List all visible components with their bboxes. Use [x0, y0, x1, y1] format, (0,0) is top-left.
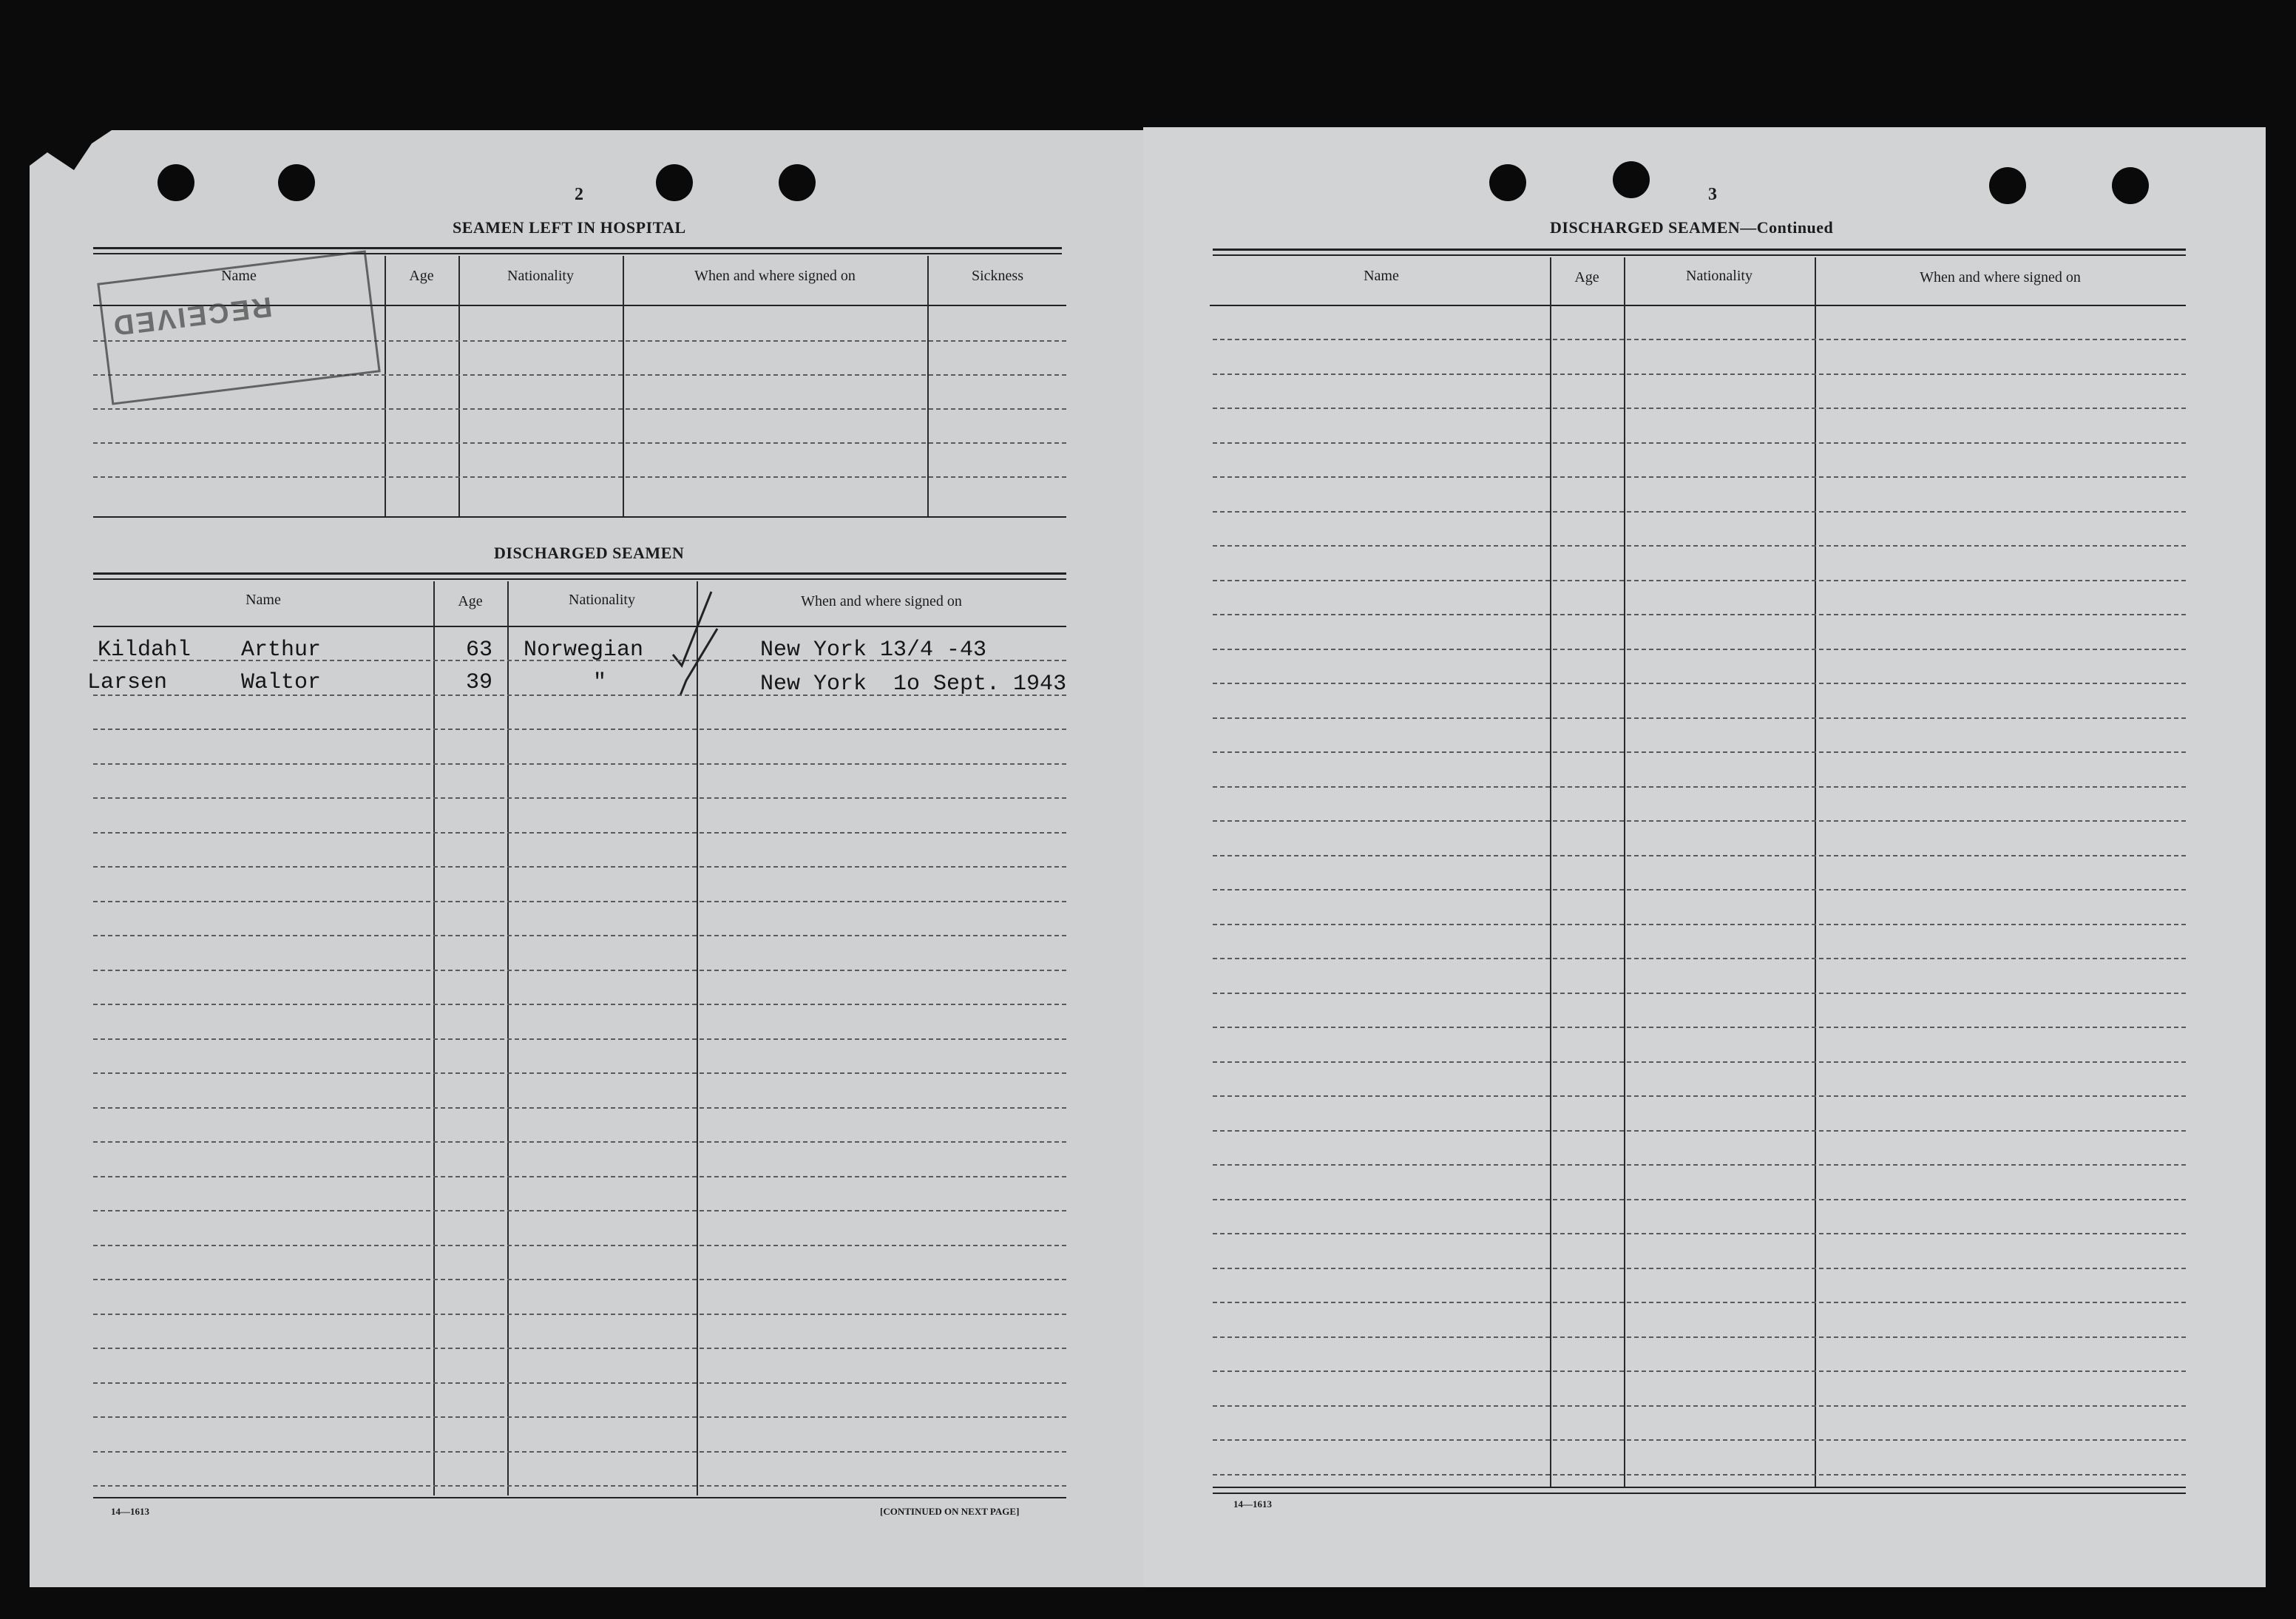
- hospital-col-age: Age: [409, 268, 434, 284]
- row2-surname: Larsen: [87, 670, 168, 695]
- row1-given-name: Arthur: [241, 638, 322, 663]
- table-row-line: [1213, 1164, 2186, 1166]
- punch-hole: [2112, 167, 2149, 204]
- table-row-line: [1213, 1302, 2186, 1303]
- table-row-line: [93, 1210, 1066, 1211]
- table-row-line: [1213, 958, 2186, 959]
- hospital-col-nationality: Nationality: [507, 268, 574, 284]
- right-col-nationality: Nationality: [1686, 268, 1753, 284]
- check-mark-icon: [666, 584, 732, 703]
- table-row-line: [1213, 649, 2186, 650]
- table-row-line: [1213, 1474, 2186, 1476]
- table-row-line: [1213, 855, 2186, 856]
- hospital-col-name: Name: [221, 268, 257, 284]
- table-row-line: [1213, 717, 2186, 719]
- page-number-right: 3: [1708, 185, 1717, 204]
- discharged-col-nationality: Nationality: [569, 592, 635, 608]
- table-row-line: [93, 1416, 1066, 1418]
- table-row-line: [1213, 751, 2186, 753]
- received-stamp-text: RECEIVED: [109, 290, 274, 342]
- punch-hole: [278, 164, 315, 201]
- right-bottom-rule-2: [1213, 1493, 2186, 1494]
- hospital-top-rule-2: [93, 253, 1062, 254]
- table-row-line: [1213, 683, 2186, 684]
- table-row-line: [1213, 820, 2186, 822]
- table-row-line: [93, 1451, 1066, 1453]
- discharged-bottom-rule: [93, 1497, 1066, 1498]
- continued-note: [CONTINUED ON NEXT PAGE]: [880, 1506, 1020, 1517]
- row1-age: 63: [466, 638, 493, 663]
- table-row-line: [93, 866, 1066, 868]
- hospital-row-line: [93, 408, 1066, 410]
- table-row-line: [1213, 476, 2186, 478]
- table-row-line: [93, 1107, 1066, 1109]
- table-row-line: [93, 1176, 1066, 1177]
- table-row-line: [93, 935, 1066, 936]
- table-row-line: [93, 694, 1066, 696]
- table-row-line: [93, 832, 1066, 834]
- table-row-line: [1213, 545, 2186, 547]
- right-bottom-rule: [1213, 1487, 2186, 1488]
- hospital-row-line: [93, 442, 1066, 444]
- table-row-line: [93, 1279, 1066, 1280]
- row1-nationality: Norwegian: [524, 638, 644, 663]
- discharged-col-name: Name: [245, 592, 281, 608]
- punch-hole: [1989, 167, 2026, 204]
- discharged-col-signed-on: When and where signed on: [801, 593, 962, 609]
- row1-signed-on: New York 13/4 -43: [760, 638, 987, 663]
- table-row-line: [1213, 993, 2186, 994]
- hospital-row-line: [93, 476, 1066, 478]
- table-row-line: [93, 797, 1066, 799]
- table-row-line: [93, 1038, 1066, 1040]
- right-top-rule-2: [1213, 254, 2186, 256]
- table-row-line: [1213, 1027, 2186, 1028]
- discharged-header-rule: [93, 626, 1066, 627]
- table-row-line: [1213, 1199, 2186, 1200]
- hospital-col-signed-on: When and where signed on: [694, 268, 856, 284]
- discharged-top-rule-2: [93, 578, 1066, 580]
- row2-signed-on: New York 1o Sept. 1943: [760, 672, 1067, 697]
- table-row-line: [93, 1382, 1066, 1384]
- table-row-line: [93, 1348, 1066, 1349]
- table-row-line: [1213, 1233, 2186, 1234]
- table-row-line: [1213, 1130, 2186, 1132]
- discharged-col-age: Age: [458, 593, 483, 609]
- table-row-line: [1213, 1370, 2186, 1372]
- page-number-left: 2: [575, 185, 583, 204]
- table-row-line: [93, 1004, 1066, 1005]
- punch-hole: [158, 164, 194, 201]
- table-row-line: [1213, 1268, 2186, 1269]
- punch-hole: [1613, 161, 1650, 198]
- hospital-section-title: SEAMEN LEFT IN HOSPITAL: [453, 218, 686, 237]
- table-row-line: [93, 1245, 1066, 1246]
- table-row-line: [93, 729, 1066, 730]
- discharged-section-title: DISCHARGED SEAMEN: [494, 544, 685, 562]
- hospital-top-rule: [93, 247, 1062, 249]
- right-section-title: DISCHARGED SEAMEN—Continued: [1550, 218, 1834, 237]
- table-row-line: [93, 1072, 1066, 1074]
- table-row-line: [1213, 580, 2186, 581]
- row2-age: 39: [466, 670, 493, 695]
- table-row-line: [1213, 339, 2186, 340]
- right-top-rule: [1213, 249, 2186, 251]
- table-row-line: [1213, 1061, 2186, 1063]
- table-row-line: [1213, 924, 2186, 925]
- table-row-line: [1213, 1336, 2186, 1338]
- table-row-line: [93, 1141, 1066, 1143]
- right-col-signed-on: When and where signed on: [1920, 269, 2081, 285]
- punch-hole: [779, 164, 816, 201]
- table-row-line: [93, 660, 1066, 661]
- table-row-line: [1213, 786, 2186, 788]
- hospital-bottom-rule: [93, 516, 1066, 518]
- table-row-line: [1213, 442, 2186, 444]
- form-number-right: 14—1613: [1233, 1498, 1272, 1510]
- table-row-line: [93, 970, 1066, 971]
- table-row-line: [93, 763, 1066, 765]
- punch-hole: [656, 164, 693, 201]
- punch-hole: [1489, 164, 1526, 201]
- right-col-name: Name: [1364, 268, 1399, 284]
- table-row-line: [1213, 614, 2186, 615]
- table-row-line: [1213, 374, 2186, 375]
- table-row-line: [93, 1314, 1066, 1315]
- table-row-line: [1213, 1095, 2186, 1097]
- table-row-line: [1213, 889, 2186, 890]
- discharged-top-rule: [93, 572, 1066, 575]
- right-page: [1143, 127, 2266, 1587]
- table-row-line: [1213, 1439, 2186, 1441]
- table-row-line: [1213, 1405, 2186, 1407]
- table-row-line: [93, 1485, 1066, 1487]
- right-col-age: Age: [1574, 269, 1599, 285]
- table-row-line: [93, 901, 1066, 902]
- row2-given-name: Waltor: [241, 670, 322, 695]
- table-row-line: [1213, 511, 2186, 513]
- table-row-line: [1213, 408, 2186, 409]
- row1-surname: Kildahl: [98, 638, 192, 663]
- right-header-rule: [1210, 305, 2186, 306]
- hospital-col-sickness: Sickness: [972, 268, 1023, 284]
- row2-nationality: ": [593, 670, 607, 695]
- form-number-left: 14—1613: [111, 1506, 149, 1517]
